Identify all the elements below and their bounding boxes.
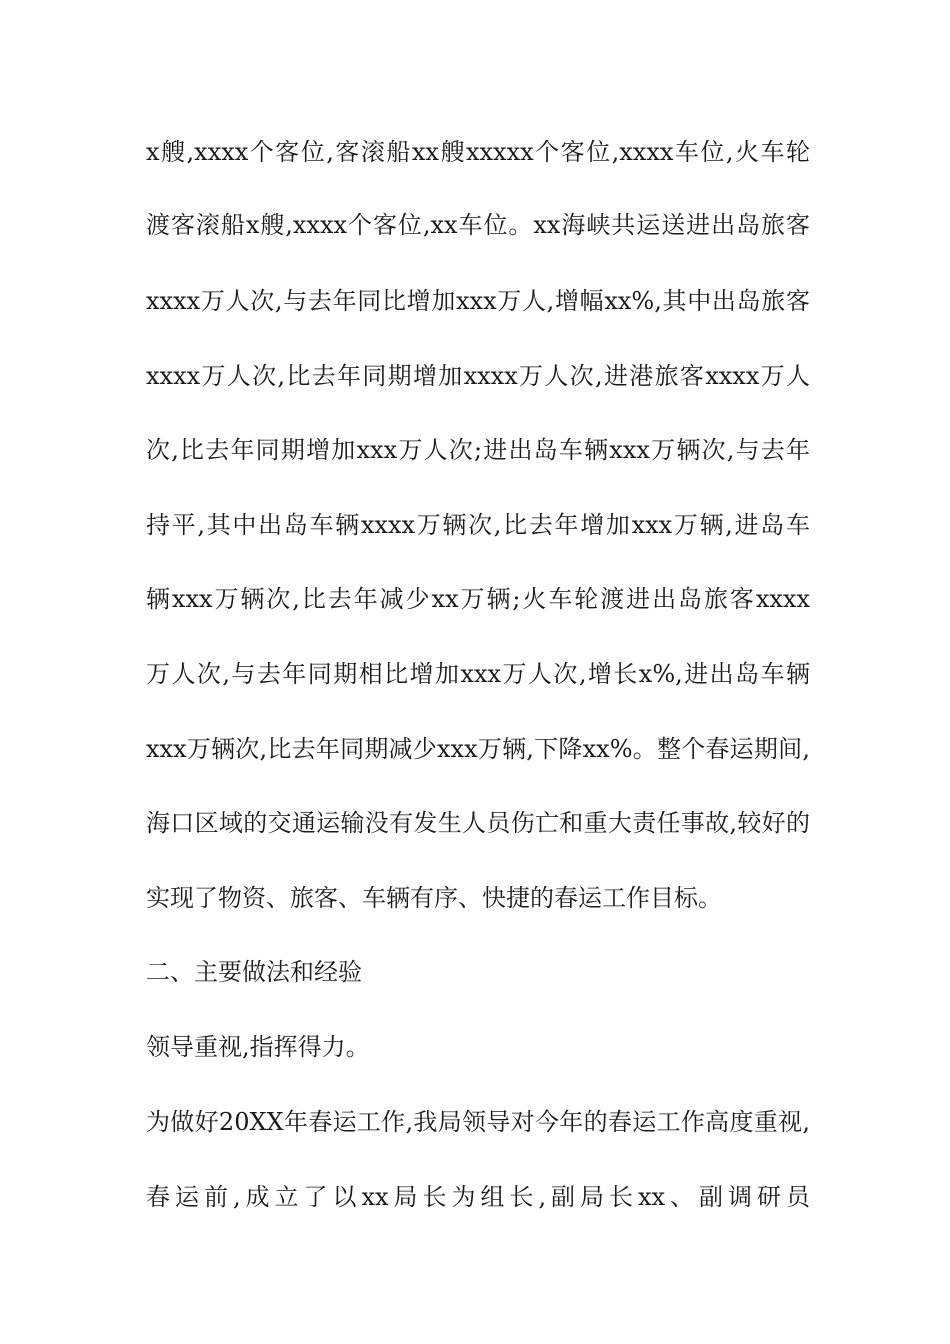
body-text-line: xxx万辆次,比去年同期减少xxx万辆,下降xx%。整个春运期间, xyxy=(146,735,810,763)
subsection-heading: 领导重视,指挥得力。 xyxy=(146,1033,370,1061)
body-text-line: 为做好20XX年春运工作,我局领导对今年的春运工作高度重视, xyxy=(146,1108,810,1136)
body-text-line: 辆xxx万辆次,比去年减少xx万辆;火车轮渡进出岛旅客xxxx xyxy=(146,585,810,613)
body-text-line: xxxx万人次,与去年同比增加xxx万人,增幅xx%,其中出岛旅客 xyxy=(146,287,810,315)
body-text-line: xxxx万人次,比去年同期增加xxxx万人次,进港旅客xxxx万人 xyxy=(146,362,810,390)
body-text-line: 次,比去年同期增加xxx万人次;进出岛车辆xxx万辆次,与去年 xyxy=(146,436,810,464)
body-text-line: 持平,其中出岛车辆xxxx万辆次,比去年增加xxx万辆,进岛车 xyxy=(146,511,810,539)
body-text-line: x艘,xxxx个客位,客滚船xx艘xxxxx个客位,xxxx车位,火车轮 xyxy=(146,138,810,166)
body-text-line: 春运前,成立了以xx局长为组长,副局长xx、副调研员 xyxy=(146,1183,810,1211)
body-text-line: 渡客滚船x艘,xxxx个客位,xx车位。xx海峡共运送进出岛旅客 xyxy=(146,211,810,239)
body-text-line: 实现了物资、旅客、车辆有序、快捷的春运工作目标。 xyxy=(146,884,722,912)
body-text-line: 海口区域的交通运输没有发生人员伤亡和重大责任事故,较好的 xyxy=(146,809,810,837)
body-text-line: 万人次,与去年同期相比增加xxx万人次,增长x%,进出岛车辆 xyxy=(146,660,810,688)
section-heading: 二、主要做法和经验 xyxy=(146,958,362,986)
